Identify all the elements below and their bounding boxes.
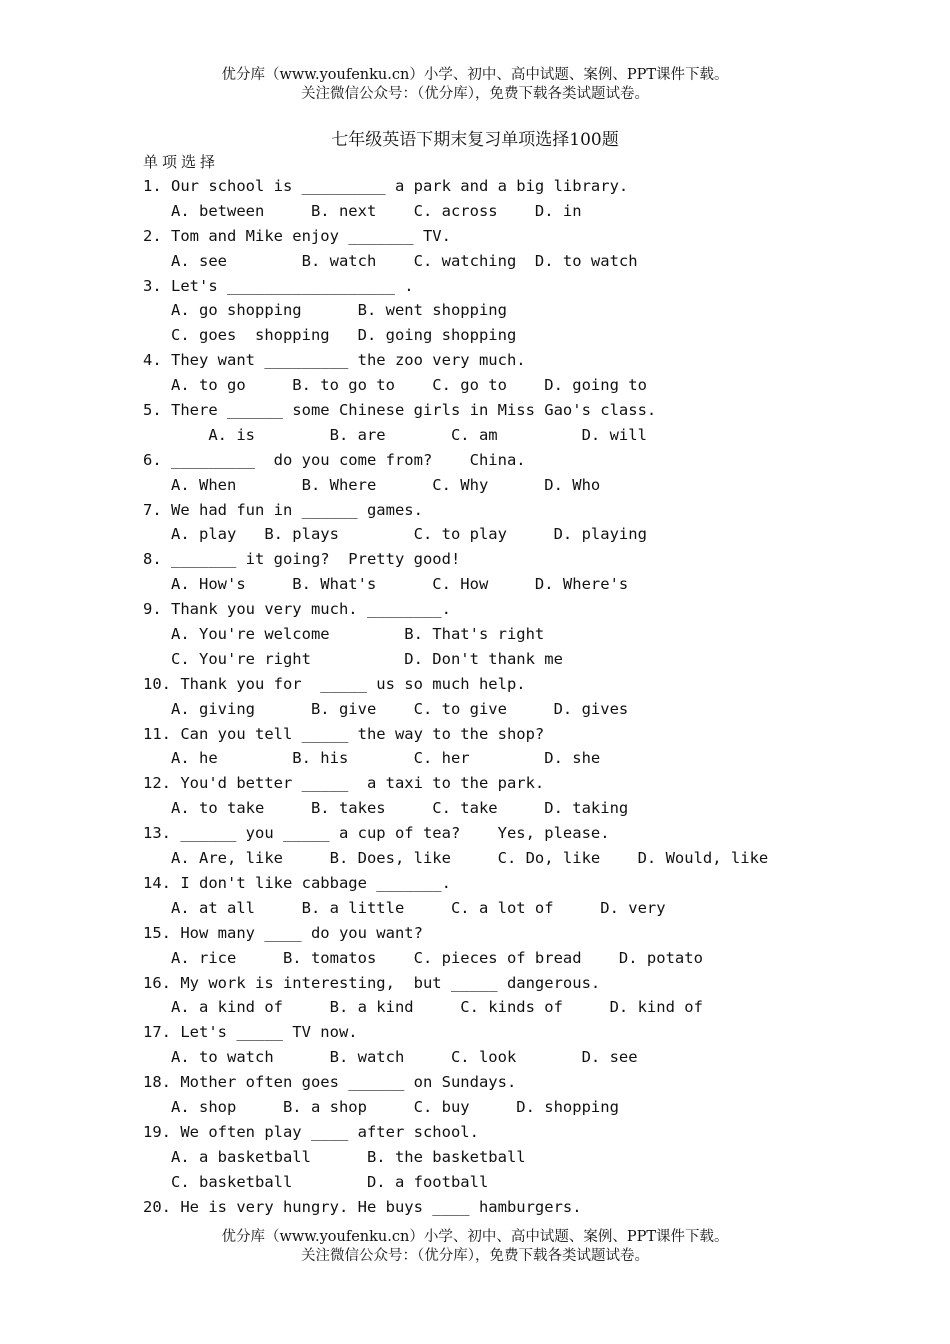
answer-options: A. between B. next C. across D. in <box>143 201 582 220</box>
question-stem: 14. I don't like cabbage _______. <box>143 873 451 892</box>
question-stem: 4. They want _________ the zoo very much. <box>143 351 526 370</box>
answer-options: A. rice B. tomatos C. pieces of bread D. potato <box>143 948 703 967</box>
answer-options: A. giving B. give C. to give D. gives <box>143 699 629 718</box>
question-stem: 6. _________ do you come from? China. <box>143 450 526 469</box>
question-stem: 18. Mother often goes ______ on Sundays. <box>143 1073 517 1092</box>
answer-options: A. go shopping B. went shopping <box>143 301 507 320</box>
header-line-1: 优分库（www.youfenku.cn）小学、初中、高中试题、案例、PPT课件下载。 <box>221 67 729 83</box>
answer-options: A. a basketball B. the basketball <box>143 1147 526 1166</box>
answer-options: A. play B. plays C. to play D. playing <box>143 525 647 544</box>
question-stem: 16. My work is interesting, but _____ dangerous. <box>143 973 601 992</box>
answer-options: A. to watch B. watch C. look D. see <box>143 1048 638 1067</box>
question-stem: 8. _______ it going? Pretty good! <box>143 550 461 569</box>
document-title: 七年级英语下期末复习单项选择100题 <box>331 130 619 150</box>
answer-options: C. basketball D. a football <box>143 1172 489 1191</box>
section-heading: 单项选择 <box>143 153 220 171</box>
question-stem: 13. ______ you _____ a cup of tea? Yes, please. <box>143 824 610 843</box>
footer-line-2: 关注微信公众号：（优分库），免费下载各类试题试卷。 <box>301 1248 649 1264</box>
question-stem: 7. We had fun in ______ games. <box>143 500 423 519</box>
answer-options: A. to take B. takes C. take D. taking <box>143 799 629 818</box>
answer-options: A. a kind of B. a kind C. kinds of D. kind of <box>143 998 703 1017</box>
header-line-2: 关注微信公众号：（优分库），免费下载各类试题试卷。 <box>301 86 649 102</box>
answer-options: A. You're welcome B. That's right <box>143 625 545 644</box>
question-stem: 15. How many ____ do you want? <box>143 923 423 942</box>
question-stem: 5. There ______ some Chinese girls in Miss Gao's class. <box>143 401 657 420</box>
answer-options: A. is B. are C. am D. will <box>143 425 647 444</box>
question-list <box>143 174 843 1219</box>
page-header <box>0 66 950 104</box>
answer-options: A. at all B. a little C. a lot of D. very <box>143 898 666 917</box>
question-stem: 20. He is very hungry. He buys ____ hamburgers. <box>143 1197 582 1216</box>
answer-options: A. to go B. to go to C. go to D. going to <box>143 376 647 395</box>
answer-options: A. he B. his C. her D. she <box>143 749 601 768</box>
answer-options: C. goes shopping D. going shopping <box>143 326 517 345</box>
question-stem: 9. Thank you very much. ________. <box>143 600 451 619</box>
question-stem: 10. Thank you for _____ us so much help. <box>143 674 526 693</box>
answer-options: A. Are, like B. Does, like C. Do, like D. Would, like <box>143 849 769 868</box>
answer-options: A. see B. watch C. watching D. to watch <box>143 251 638 270</box>
question-stem: 12. You'd better _____ a taxi to the park. <box>143 774 545 793</box>
answer-options: A. When B. Where C. Why D. Who <box>143 475 601 494</box>
footer-line-1: 优分库（www.youfenku.cn）小学、初中、高中试题、案例、PPT课件下载。 <box>221 1229 729 1245</box>
page-footer <box>0 1228 950 1266</box>
answer-options: A. How's B. What's C. How D. Where's <box>143 575 629 594</box>
question-stem: 1. Our school is _________ a park and a big library. <box>143 177 629 195</box>
answer-options: C. You're right D. Don't thank me <box>143 649 563 668</box>
question-stem: 11. Can you tell _____ the way to the shop? <box>143 724 545 743</box>
question-stem: 17. Let's _____ TV now. <box>143 1023 358 1042</box>
question-stem: 2. Tom and Mike enjoy _______ TV. <box>143 226 451 245</box>
answer-options: A. shop B. a shop C. buy D. shopping <box>143 1097 619 1116</box>
question-stem: 19. We often play ____ after school. <box>143 1122 479 1141</box>
question-stem: 3. Let's __________________ . <box>143 276 414 295</box>
